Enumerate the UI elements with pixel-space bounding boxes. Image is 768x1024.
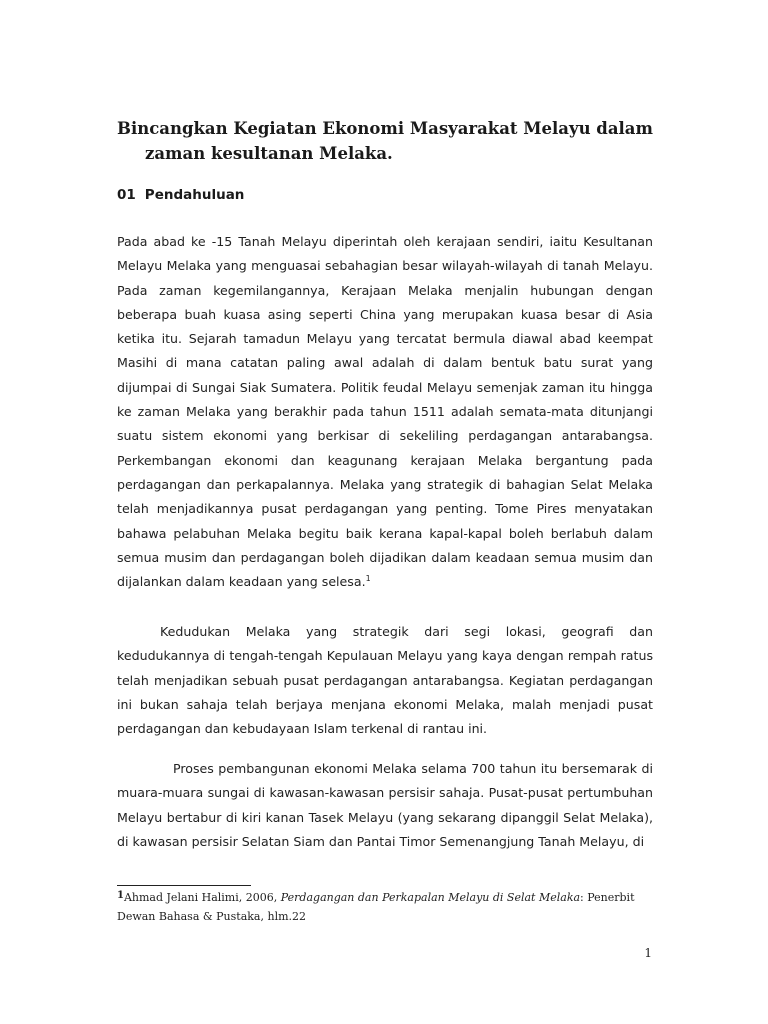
title-line-1: Bincangkan Kegiatan Ekonomi Masyarakat Melayu dalam — [117, 119, 653, 138]
footnote-publisher: : Penerbit Dewan Bahasa & Pustaka, hlm.22 — [117, 891, 635, 923]
footnote-reference[interactable]: 1 — [365, 573, 371, 583]
footnote-separator — [117, 885, 251, 886]
document-title — [117, 116, 677, 166]
paragraph-1 — [117, 230, 653, 594]
paragraph-3: Proses pembangunan ekonomi Melaka selama 700 tahun itu bersemarak di muara-muara sungai di kawasan-kawasan persisir sahaja. Pusat-pusat pertumbuhan Melayu bertabur di kiri kanan Tasek Melayu (yang sekarang dipanggil Selat Melaka), di kawasan persisir Selatan Siam dan Pantai Timor Semenangjung Tanah Melayu, di — [117, 761, 653, 849]
section-heading — [117, 185, 244, 205]
page-number: 1 — [644, 946, 652, 960]
section-number: 01 — [117, 187, 136, 203]
section-title: Pendahuluan — [144, 187, 245, 203]
paragraph-2: Kedudukan Melaka yang strategik dari segi lokasi, geografi dan kedudukannya di tengah-tengah Kepulauan Melayu yang kaya dengan rempah ratus telah menjadikan sebuah pusat perdagangan antarabangsa. Kegiatan perdagangan ini bukan sahaja telah berjaya menjana ekonomi Melaka, malah menjadi pusat perdagangan dan kebudayaan Islam terkenal di rantau ini. — [117, 624, 653, 737]
paragraph-1-text: Pada abad ke -15 Tanah Melayu diperintah oleh kerajaan sendiri, iaitu Kesultanan Melayu Melaka yang menguasai sebahagian besar wilayah-wilayah di tanah Melayu. Pada zaman kegemilangannya, Kerajaan Melaka menjalin hubungan dengan beberapa buah kuasa asing seperti China yang merupakan kuasa besar di Asia ketika itu. Sejarah tamadun Melayu yang tercatat bermula diawal abad keempat Masihi di mana catatan paling awal adalah di dalam bentuk batu surat yang dijumpai di Sungai Siak Sumatera. Politik feudal Melayu semenjak zaman itu hingga ke zaman Melaka yang berakhir pada tahun 1511 adalah semata-mata ditunjangi suatu sistem ekonomi yang berkisar di sekeliling perdagangan antarabangsa. Perkembangan ekonomi dan keagunang kerajaan Melaka bergantung pada perdagangan dan perkapalannya. Melaka yang strategik di bahagian Selat Melaka telah menjadikannya pusat perdagangan yang penting. Tome Pires menyatakan bahawa pelabuhan Melaka begitu baik kerana kapal-kapal boleh berlabuh dalam semua musim dan perdagangan boleh dijadikan dalam keadaan semua musim dan dijalankan dalam keadaan yang selesa. — [117, 234, 653, 590]
title-line-2: zaman kesultanan Melaka. — [145, 144, 393, 163]
footnote — [117, 888, 657, 926]
footnote-author: Ahmad Jelani Halimi, 2006, — [123, 891, 281, 904]
footnote-book-title: Perdagangan dan Perkapalan Melayu di Selat Melaka — [280, 891, 581, 904]
footnote-number: 1 — [117, 890, 124, 901]
